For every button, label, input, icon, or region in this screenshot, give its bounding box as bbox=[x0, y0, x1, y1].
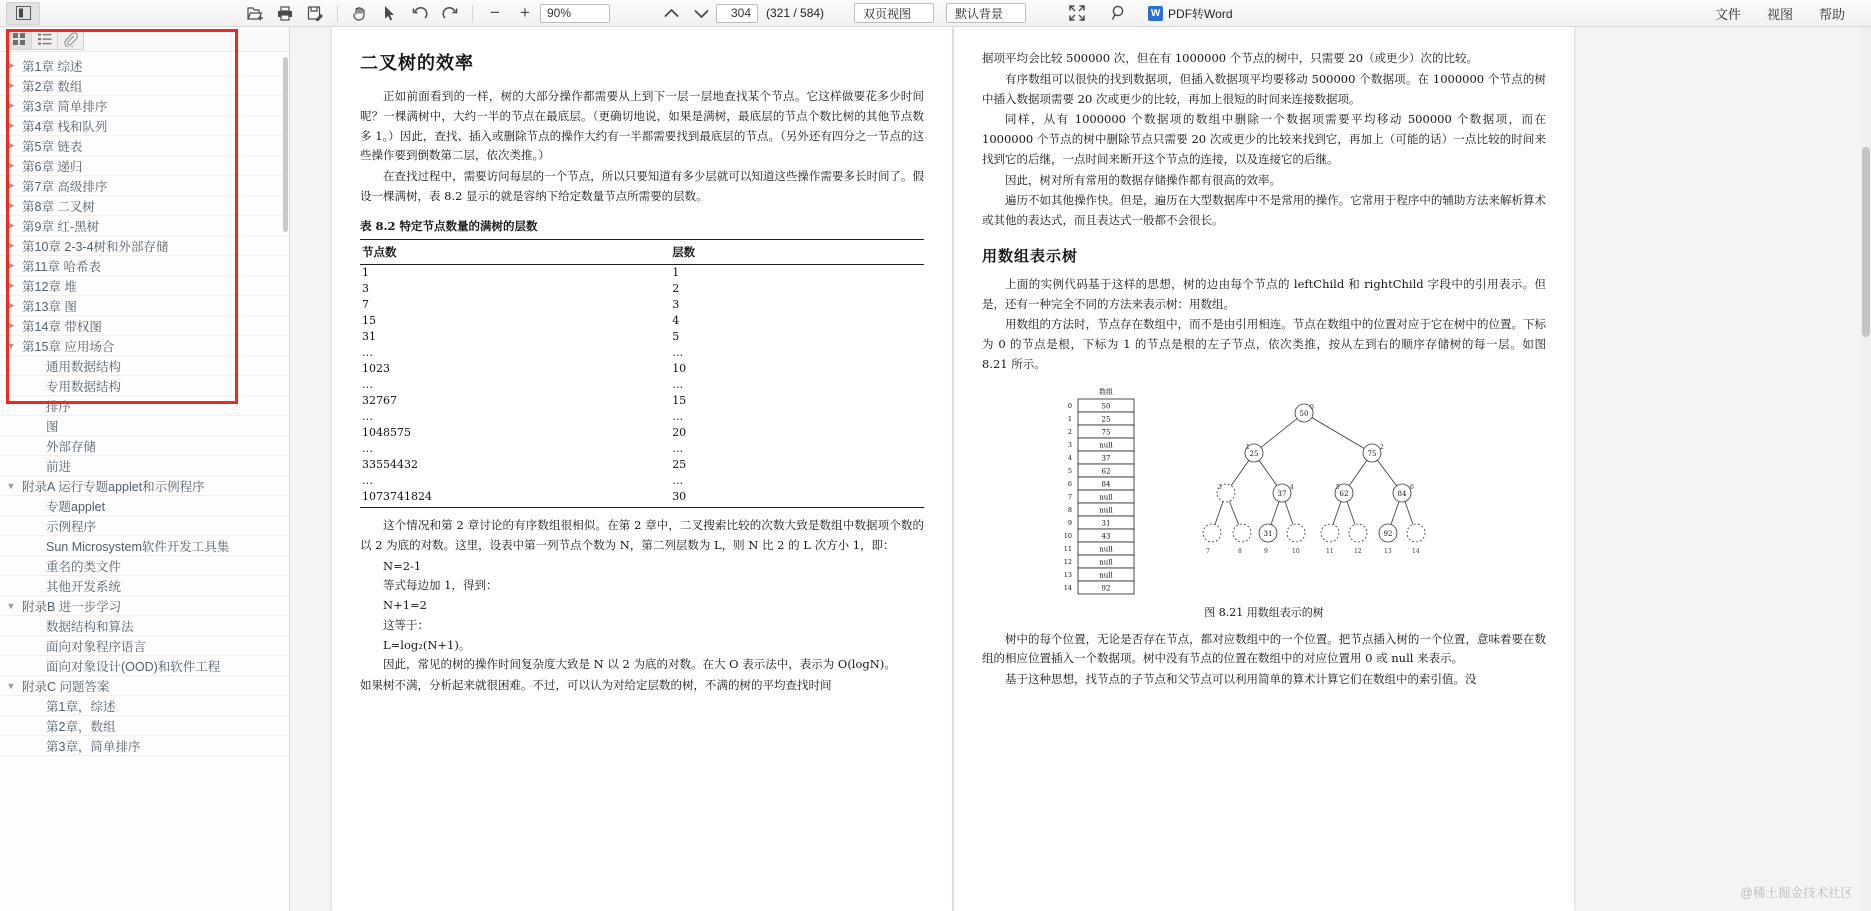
fullscreen-icon[interactable] bbox=[1062, 2, 1092, 25]
toc-item[interactable] bbox=[0, 456, 289, 476]
chevron-right-icon[interactable]: ▶ bbox=[7, 120, 15, 130]
main-toolbar bbox=[0, 0, 1871, 27]
svg-text:1: 1 bbox=[1246, 443, 1250, 451]
document-page-left bbox=[332, 27, 952, 911]
tree-node-value: 62 bbox=[1339, 489, 1349, 498]
svg-text:11: 11 bbox=[1326, 547, 1334, 555]
array-cell-value: null bbox=[1099, 441, 1113, 450]
toc-item-label: 前进 bbox=[46, 459, 72, 474]
tree-node-value: 25 bbox=[1249, 449, 1259, 458]
table-cell: 5 bbox=[672, 330, 680, 344]
svg-text:12: 12 bbox=[1354, 547, 1362, 555]
toc-item[interactable] bbox=[0, 196, 289, 216]
zoom-in-button[interactable]: + bbox=[520, 3, 530, 22]
page-number-input[interactable]: 304 bbox=[716, 4, 758, 23]
table-caption: 表 8.2 特定节点数量的满树的层数 bbox=[360, 218, 538, 233]
table-row bbox=[360, 329, 924, 345]
page-navigation bbox=[656, 2, 824, 25]
previous-page-button[interactable] bbox=[656, 2, 686, 25]
toc-item-label: 外部存储 bbox=[46, 439, 97, 454]
toc-item-label: 附录C 问题答案 bbox=[22, 679, 110, 694]
toolbar-divider-2 bbox=[472, 5, 473, 22]
array-cell-value: 50 bbox=[1101, 402, 1111, 411]
table-cell: 31 bbox=[362, 330, 376, 344]
toc-item[interactable] bbox=[0, 496, 289, 516]
paragraph: 据项平均会比较 500000 次，但在有 1000000 个节点的树中，只需要 20（或更少）次的比较。 bbox=[982, 51, 1479, 65]
page-total-label: (321 / 584) bbox=[766, 6, 825, 20]
array-index-label: 13 bbox=[1063, 570, 1072, 579]
toc-item[interactable] bbox=[0, 476, 289, 496]
table-cell: 1 bbox=[672, 266, 680, 280]
equation-line: L=log₂(N+1)。 bbox=[383, 637, 471, 652]
toc-item[interactable] bbox=[0, 276, 289, 296]
table-header-cell: 节点数 bbox=[360, 239, 670, 264]
tree-node bbox=[1349, 524, 1367, 542]
document-scrollbar-thumb[interactable] bbox=[1862, 147, 1870, 337]
toc-item[interactable] bbox=[0, 236, 289, 256]
table-cell: … bbox=[362, 378, 373, 392]
svg-text:13: 13 bbox=[1384, 547, 1392, 555]
chevron-right-icon[interactable]: ▶ bbox=[7, 320, 15, 330]
toc-item-label: 专用数据结构 bbox=[46, 379, 122, 394]
thumbnail-view-icon[interactable] bbox=[6, 29, 32, 50]
paragraph: 正如前面看到的一样，树的大部分操作都需要从上到下一层一层地查找某个节点。它这样做要花多少时间呢？一棵满树中，大约一半的节点在最底层。（更确切地说，如果是满树，最底层的节点个数比树的其他节点数多 1。）因此，查找、插入或删除节点的操作大约有一半都需要找到最底层的节点。（另外还有四分之一节点的这些操作要到倒数第二层，依次类推。） bbox=[360, 89, 924, 163]
chevron-right-icon[interactable]: ▶ bbox=[7, 240, 15, 250]
tree-node bbox=[1321, 524, 1339, 542]
tree-node-value: 50 bbox=[1299, 409, 1309, 418]
toc-item-label: 第10章 2-3-4树和外部存储 bbox=[22, 239, 169, 254]
toc-item[interactable] bbox=[0, 656, 289, 676]
print-icon[interactable] bbox=[270, 2, 300, 25]
undo-icon[interactable] bbox=[405, 2, 435, 25]
toc-item[interactable] bbox=[0, 416, 289, 436]
tree-node bbox=[1233, 524, 1251, 542]
table-cell: 32767 bbox=[362, 394, 397, 408]
toc-item-label: 第2章 数组 bbox=[22, 79, 83, 94]
toc-item[interactable] bbox=[0, 256, 289, 276]
toc-item-label: 重名的类文件 bbox=[46, 559, 122, 574]
chevron-right-icon[interactable]: ▶ bbox=[7, 200, 15, 210]
table-cell: 3 bbox=[672, 298, 680, 312]
table-row bbox=[360, 489, 924, 508]
chevron-down-icon[interactable]: ▼ bbox=[6, 480, 16, 491]
toc-item-label: 示例程序 bbox=[46, 519, 97, 534]
toc-item-label: 通用数据结构 bbox=[46, 359, 122, 374]
toc-item[interactable] bbox=[0, 316, 289, 336]
toc-item-label: 数据结构和算法 bbox=[46, 619, 134, 634]
array-cell-value: null bbox=[1099, 506, 1113, 515]
document-page-right bbox=[954, 27, 1574, 911]
toc-item[interactable] bbox=[0, 76, 289, 96]
toc-item[interactable] bbox=[0, 736, 289, 756]
equation-line: N=2-1 bbox=[383, 558, 422, 573]
save-as-icon[interactable] bbox=[300, 2, 330, 25]
table-cell: 33554432 bbox=[362, 458, 418, 472]
tree-node bbox=[1287, 524, 1305, 542]
sidebar-scrollbar-thumb[interactable] bbox=[283, 57, 288, 232]
word-icon: W bbox=[1148, 6, 1163, 21]
toc-item-label: Sun Microsystem软件开发工具集 bbox=[46, 539, 230, 554]
menu-file[interactable]: 文件 bbox=[1714, 6, 1741, 22]
zoom-out-button[interactable]: − bbox=[490, 3, 500, 22]
array-cell-value: 75 bbox=[1101, 428, 1111, 437]
nav-tools-group bbox=[345, 2, 465, 25]
tree-node-value: 75 bbox=[1367, 449, 1377, 458]
paragraph: 基于这种思想，找节点的子节点和父节点可以利用简单的算术计算它们在数组中的索引值。没 bbox=[1005, 672, 1477, 687]
chevron-right-icon[interactable]: ▶ bbox=[7, 220, 15, 230]
paragraph: 树中的每个位置，无论是否存在节点，都对应数组中的一个位置。把节点插入树的一个位置，意味着要在数组的相应位置插入一个数据项。树中没有节点的位置在数组中的对应位置用 0 或 null 来表示。 bbox=[982, 631, 1546, 666]
equation-line: N+1=2 bbox=[383, 598, 427, 613]
table-row bbox=[360, 409, 924, 425]
toc-item-label: 第8章 二叉树 bbox=[22, 199, 95, 214]
chevron-right-icon[interactable]: ▶ bbox=[7, 60, 15, 70]
toc-item-label: 第3章 简单排序 bbox=[22, 99, 108, 114]
toc-item-label: 附录A 运行专题applet和示例程序 bbox=[22, 479, 205, 494]
attachment-icon[interactable] bbox=[58, 29, 84, 50]
table-row bbox=[360, 313, 924, 329]
levels-table bbox=[360, 239, 924, 509]
svg-text:5: 5 bbox=[1336, 483, 1340, 491]
toc-item[interactable] bbox=[0, 176, 289, 196]
select-tool-icon[interactable] bbox=[375, 2, 405, 25]
pdf-to-word-button[interactable] bbox=[1148, 5, 1232, 22]
toc-item[interactable] bbox=[0, 556, 289, 576]
table-cell: 4 bbox=[672, 314, 680, 328]
table-row bbox=[360, 473, 924, 489]
table-cell: 15 bbox=[672, 394, 687, 408]
toc-item-label: 其他开发系统 bbox=[46, 579, 122, 594]
table-row bbox=[360, 441, 924, 457]
table-row bbox=[360, 345, 924, 361]
svg-text:9: 9 bbox=[1264, 547, 1268, 555]
array-index-label: 3 bbox=[1067, 440, 1072, 449]
zoom-controls bbox=[480, 2, 610, 25]
table-cell: 1073741824 bbox=[360, 489, 670, 508]
toc-item[interactable] bbox=[0, 56, 289, 76]
table-header-cell: 层数 bbox=[670, 239, 924, 264]
svg-text:0: 0 bbox=[1310, 403, 1314, 411]
toc-item[interactable] bbox=[0, 296, 289, 316]
table-header-row bbox=[360, 239, 924, 264]
table-cell: 30 bbox=[670, 489, 924, 508]
array-cell-value: 43 bbox=[1101, 532, 1111, 541]
toc-item-label: 第9章 红-黑树 bbox=[22, 219, 100, 234]
table-cell: … bbox=[362, 442, 373, 456]
array-index-label: 11 bbox=[1063, 544, 1072, 553]
toc-item[interactable] bbox=[0, 336, 289, 356]
chevron-down-icon[interactable]: ▼ bbox=[6, 600, 16, 611]
table-cell: 1048575 bbox=[362, 426, 411, 440]
table-row bbox=[360, 264, 924, 281]
toc-item[interactable] bbox=[0, 376, 289, 396]
table-cell: … bbox=[362, 474, 373, 488]
array-index-label: 7 bbox=[1067, 492, 1072, 501]
table-cell: … bbox=[672, 378, 684, 392]
chevron-down-icon[interactable]: ▼ bbox=[6, 340, 16, 351]
document-scrollbar[interactable] bbox=[1861, 27, 1871, 911]
toc-item-label: 面向对象程序语言 bbox=[46, 639, 147, 654]
toc-item[interactable] bbox=[0, 676, 289, 696]
toc-item[interactable] bbox=[0, 716, 289, 736]
svg-text:6: 6 bbox=[1410, 483, 1414, 491]
hand-tool-icon[interactable] bbox=[345, 2, 375, 25]
chevron-right-icon[interactable]: ▶ bbox=[7, 300, 15, 310]
toc-item-label: 第12章 堆 bbox=[22, 279, 77, 294]
paragraph: 因此，树对所有常用的数据存储操作都有很高的效率。 bbox=[1005, 172, 1281, 187]
table-row bbox=[360, 297, 924, 313]
figure-caption: 图 8.21 用数组表示的树 bbox=[1204, 605, 1324, 619]
array-cell-value: null bbox=[1099, 558, 1113, 567]
menu-help[interactable]: 帮助 bbox=[1818, 6, 1845, 22]
table-cell: … bbox=[672, 442, 684, 456]
toc-item[interactable] bbox=[0, 436, 289, 456]
outline-sidebar bbox=[0, 27, 290, 911]
paragraph: 如果树不满，分析起来就很困难。不过，可以认为对给定层数的树，不满的树的平均查找时间 bbox=[360, 678, 832, 693]
chevron-right-icon[interactable]: ▶ bbox=[7, 280, 15, 290]
equation-text: 这等于： bbox=[383, 617, 429, 632]
array-index-label: 6 bbox=[1067, 479, 1072, 488]
toc-item-label: 第2章，数组 bbox=[46, 719, 116, 734]
table-cell: 3 bbox=[362, 282, 369, 296]
outline-view-icon[interactable] bbox=[32, 29, 58, 50]
document-viewport[interactable] bbox=[291, 27, 1871, 911]
toc-item[interactable] bbox=[0, 356, 289, 376]
menu-view[interactable]: 视图 bbox=[1766, 6, 1793, 22]
array-index-label: 12 bbox=[1063, 557, 1072, 566]
section-heading: 用数组表示树 bbox=[982, 246, 1079, 265]
chevron-right-icon[interactable]: ▶ bbox=[7, 160, 15, 170]
toc-item-label: 第4章 栈和队列 bbox=[22, 119, 108, 134]
svg-text:10: 10 bbox=[1292, 547, 1300, 555]
svg-text:14: 14 bbox=[1412, 547, 1420, 555]
chevron-right-icon[interactable]: ▶ bbox=[7, 100, 15, 110]
toc-item-label: 第15章 应用场合 bbox=[22, 339, 115, 354]
toolbar-divider bbox=[337, 5, 338, 22]
toc-item-label: 附录B 进一步学习 bbox=[22, 599, 122, 614]
file-tools-group bbox=[240, 2, 330, 25]
table-cell: 25 bbox=[672, 458, 687, 472]
table-row bbox=[360, 393, 924, 409]
next-page-button[interactable] bbox=[686, 2, 716, 25]
array-cell-value: null bbox=[1099, 493, 1113, 502]
page-heading: 二叉树的效率 bbox=[360, 53, 474, 74]
svg-text:3: 3 bbox=[1218, 483, 1222, 491]
window-menu bbox=[1715, 4, 1871, 23]
paragraph: 因此，常见的树的操作时间复杂度大致是 N 以 2 为底的对数。在大 O 表示法中，表示为 O(logN)。 bbox=[383, 657, 896, 672]
table-cell: 7 bbox=[362, 298, 369, 312]
chevron-right-icon[interactable]: ▶ bbox=[7, 80, 15, 90]
toc-item-label: 第14章 带权图 bbox=[22, 319, 102, 334]
svg-text:7: 7 bbox=[1206, 547, 1210, 555]
toc-item-label: 第3章，简单排序 bbox=[46, 739, 141, 754]
array-index-label: 1 bbox=[1067, 414, 1072, 423]
toc-item-label: 第11章 哈希表 bbox=[22, 259, 101, 274]
array-cell-value: 84 bbox=[1101, 480, 1111, 489]
array-cell-value: null bbox=[1099, 545, 1113, 554]
paragraph: 用数组的方法时，节点存在数组中，而不是由引用相连。节点在数组中的位置对应于它在树中的位置。下标为 0 的节点是根，下标为 1 的节点是根的左子节点，依次类推，按从左到右的顺序存储树的每一层。如图 8.21 所示。 bbox=[982, 317, 1546, 371]
toc-item[interactable] bbox=[0, 616, 289, 636]
array-index-label: 4 bbox=[1067, 453, 1072, 462]
array-index-label: 10 bbox=[1063, 531, 1072, 540]
toc-item[interactable] bbox=[0, 156, 289, 176]
redo-icon[interactable] bbox=[435, 2, 465, 25]
chevron-right-icon[interactable]: ▶ bbox=[7, 260, 15, 270]
toc-item-label: 面向对象设计(OOD)和软件工程 bbox=[46, 659, 221, 674]
zoom-level-input[interactable]: 90% bbox=[540, 4, 610, 23]
watermark-label: @稀土掘金技术社区 bbox=[1740, 886, 1853, 900]
paragraph: 同样，从有 1000000 个数据项的数组中删除一个数据项需要平均移动 500000 个数据项，而在 1000000 个节点的树中删除节点只需要 20 次或更少的比较来找到它，再加上（可能的话）一点比较的时间来找到它的后继，一点时间来断开这个节点的连接，以及连接它的后继。 bbox=[982, 112, 1546, 166]
toc-item-label: 第1章 综述 bbox=[22, 59, 83, 74]
view-mode-select[interactable]: 双页视图 bbox=[854, 3, 934, 23]
pdf-to-word-label: PDF转Word bbox=[1168, 6, 1233, 21]
table-row bbox=[360, 281, 924, 297]
table-of-contents bbox=[0, 52, 289, 756]
array-index-label: 5 bbox=[1067, 466, 1072, 475]
toc-item-label: 第6章 递归 bbox=[22, 159, 83, 174]
tree-node-value: 31 bbox=[1263, 529, 1273, 538]
toc-item[interactable] bbox=[0, 696, 289, 716]
background-mode-select[interactable]: 默认背景 bbox=[946, 3, 1026, 23]
table-cell: 1023 bbox=[362, 362, 390, 376]
tree-node bbox=[1203, 524, 1221, 542]
table-row bbox=[360, 377, 924, 393]
chevron-right-icon[interactable]: ▶ bbox=[7, 180, 15, 190]
tree-node bbox=[1407, 524, 1425, 542]
search-icon[interactable] bbox=[1104, 2, 1134, 25]
sidebar-toggle-button[interactable] bbox=[6, 2, 40, 25]
array-index-label: 8 bbox=[1067, 505, 1072, 514]
array-index-label: 14 bbox=[1063, 583, 1072, 592]
toc-item[interactable] bbox=[0, 536, 289, 556]
array-cell-value: null bbox=[1099, 571, 1113, 580]
toc-item-label: 第5章 链表 bbox=[22, 139, 83, 154]
table-cell: … bbox=[362, 410, 373, 424]
tree-node-value: 37 bbox=[1277, 489, 1287, 498]
array-cell-value: 25 bbox=[1101, 415, 1111, 424]
toc-item[interactable] bbox=[0, 216, 289, 236]
table-cell: … bbox=[362, 346, 373, 360]
array-tree-diagram bbox=[1054, 385, 1474, 600]
svg-text:2: 2 bbox=[1380, 443, 1384, 451]
sidebar-tab-bar bbox=[0, 27, 289, 52]
array-cell-value: 31 bbox=[1101, 519, 1111, 528]
svg-text:4: 4 bbox=[1290, 483, 1294, 491]
table-cell: … bbox=[672, 346, 684, 360]
toc-item-label: 图 bbox=[46, 419, 59, 434]
paragraph: 有序数组可以很快的找到数据项，但插入数据项平均要移动 500000 个数据项。在 1000000 个节点的树中插入数据项需要 20 次或更少的比较，再加上很短的时间来连接数据项。 bbox=[982, 71, 1546, 106]
toc-item[interactable] bbox=[0, 596, 289, 616]
table-cell: 10 bbox=[672, 362, 687, 376]
paragraph: 遍历不如其他操作快。但是，遍历在大型数据库中不是常用的操作。它常用于程序中的辅助方法来解析算术或其他的表达式，而且表达式一般都不会很长。 bbox=[982, 193, 1546, 228]
toc-item-label: 第13章 图 bbox=[22, 299, 77, 314]
chevron-down-icon[interactable]: ▼ bbox=[6, 680, 16, 691]
toc-item-label: 第1章，综述 bbox=[46, 699, 116, 714]
tree-node-value: 92 bbox=[1383, 529, 1393, 538]
tree-node-value: 84 bbox=[1397, 489, 1407, 498]
paragraph: 在查找过程中，需要访问每层的一个节点，所以只要知道有多少层就可以知道这些操作需要多长时间了。假设一棵满树，表 8.2 显示的就是容纳下给定数量节点所需要的层数。 bbox=[360, 169, 924, 203]
table-row bbox=[360, 361, 924, 377]
toc-item[interactable] bbox=[0, 576, 289, 596]
array-cell-value: 92 bbox=[1101, 584, 1111, 593]
open-file-icon[interactable] bbox=[240, 2, 270, 25]
toc-item-label: 排序 bbox=[46, 399, 72, 414]
table-row bbox=[360, 457, 924, 473]
table-row bbox=[360, 425, 924, 441]
toc-item[interactable] bbox=[0, 96, 289, 116]
table-cell: 15 bbox=[362, 314, 376, 328]
paragraph: 这个情况和第 2 章讨论的有序数组很相似。在第 2 章中，二叉搜索比较的次数大致是数组中数据项个数的以 2 为底的对数。这里，设表中第一列节点个数为 N，第二列层数为 L，则 N 比 2 的 L 次方小 1，即： bbox=[360, 518, 924, 552]
table-cell: 2 bbox=[672, 282, 680, 296]
paragraph: 上面的实例代码基于这样的思想，树的边由每个节点的 leftChild 和 rightChild 字段中的引用表示。但是，还有一种完全不同的方法来表示树：用数组。 bbox=[982, 276, 1546, 311]
array-index-label: 9 bbox=[1067, 518, 1072, 527]
table-cell: 1 bbox=[362, 266, 369, 280]
table-cell: … bbox=[672, 410, 684, 424]
figure-array-tree bbox=[982, 385, 1546, 600]
equation-text: 等式每边加 1，得到： bbox=[383, 578, 498, 593]
svg-text:数组: 数组 bbox=[1099, 387, 1113, 396]
svg-text:8: 8 bbox=[1238, 547, 1242, 555]
array-index-label: 0 bbox=[1067, 401, 1072, 410]
table-cell: … bbox=[672, 474, 684, 488]
toc-item-label: 第7章 高级排序 bbox=[22, 179, 108, 194]
chevron-right-icon[interactable]: ▶ bbox=[7, 140, 15, 150]
toc-item[interactable] bbox=[0, 636, 289, 656]
array-cell-value: 62 bbox=[1101, 467, 1111, 476]
toc-item[interactable] bbox=[0, 516, 289, 536]
toc-item[interactable] bbox=[0, 396, 289, 416]
array-cell-value: 37 bbox=[1101, 454, 1111, 463]
table-cell: 20 bbox=[672, 426, 687, 440]
array-index-label: 2 bbox=[1067, 427, 1072, 436]
toc-item-label: 专题applet bbox=[46, 499, 106, 514]
toc-item[interactable] bbox=[0, 136, 289, 156]
toc-item[interactable] bbox=[0, 116, 289, 136]
